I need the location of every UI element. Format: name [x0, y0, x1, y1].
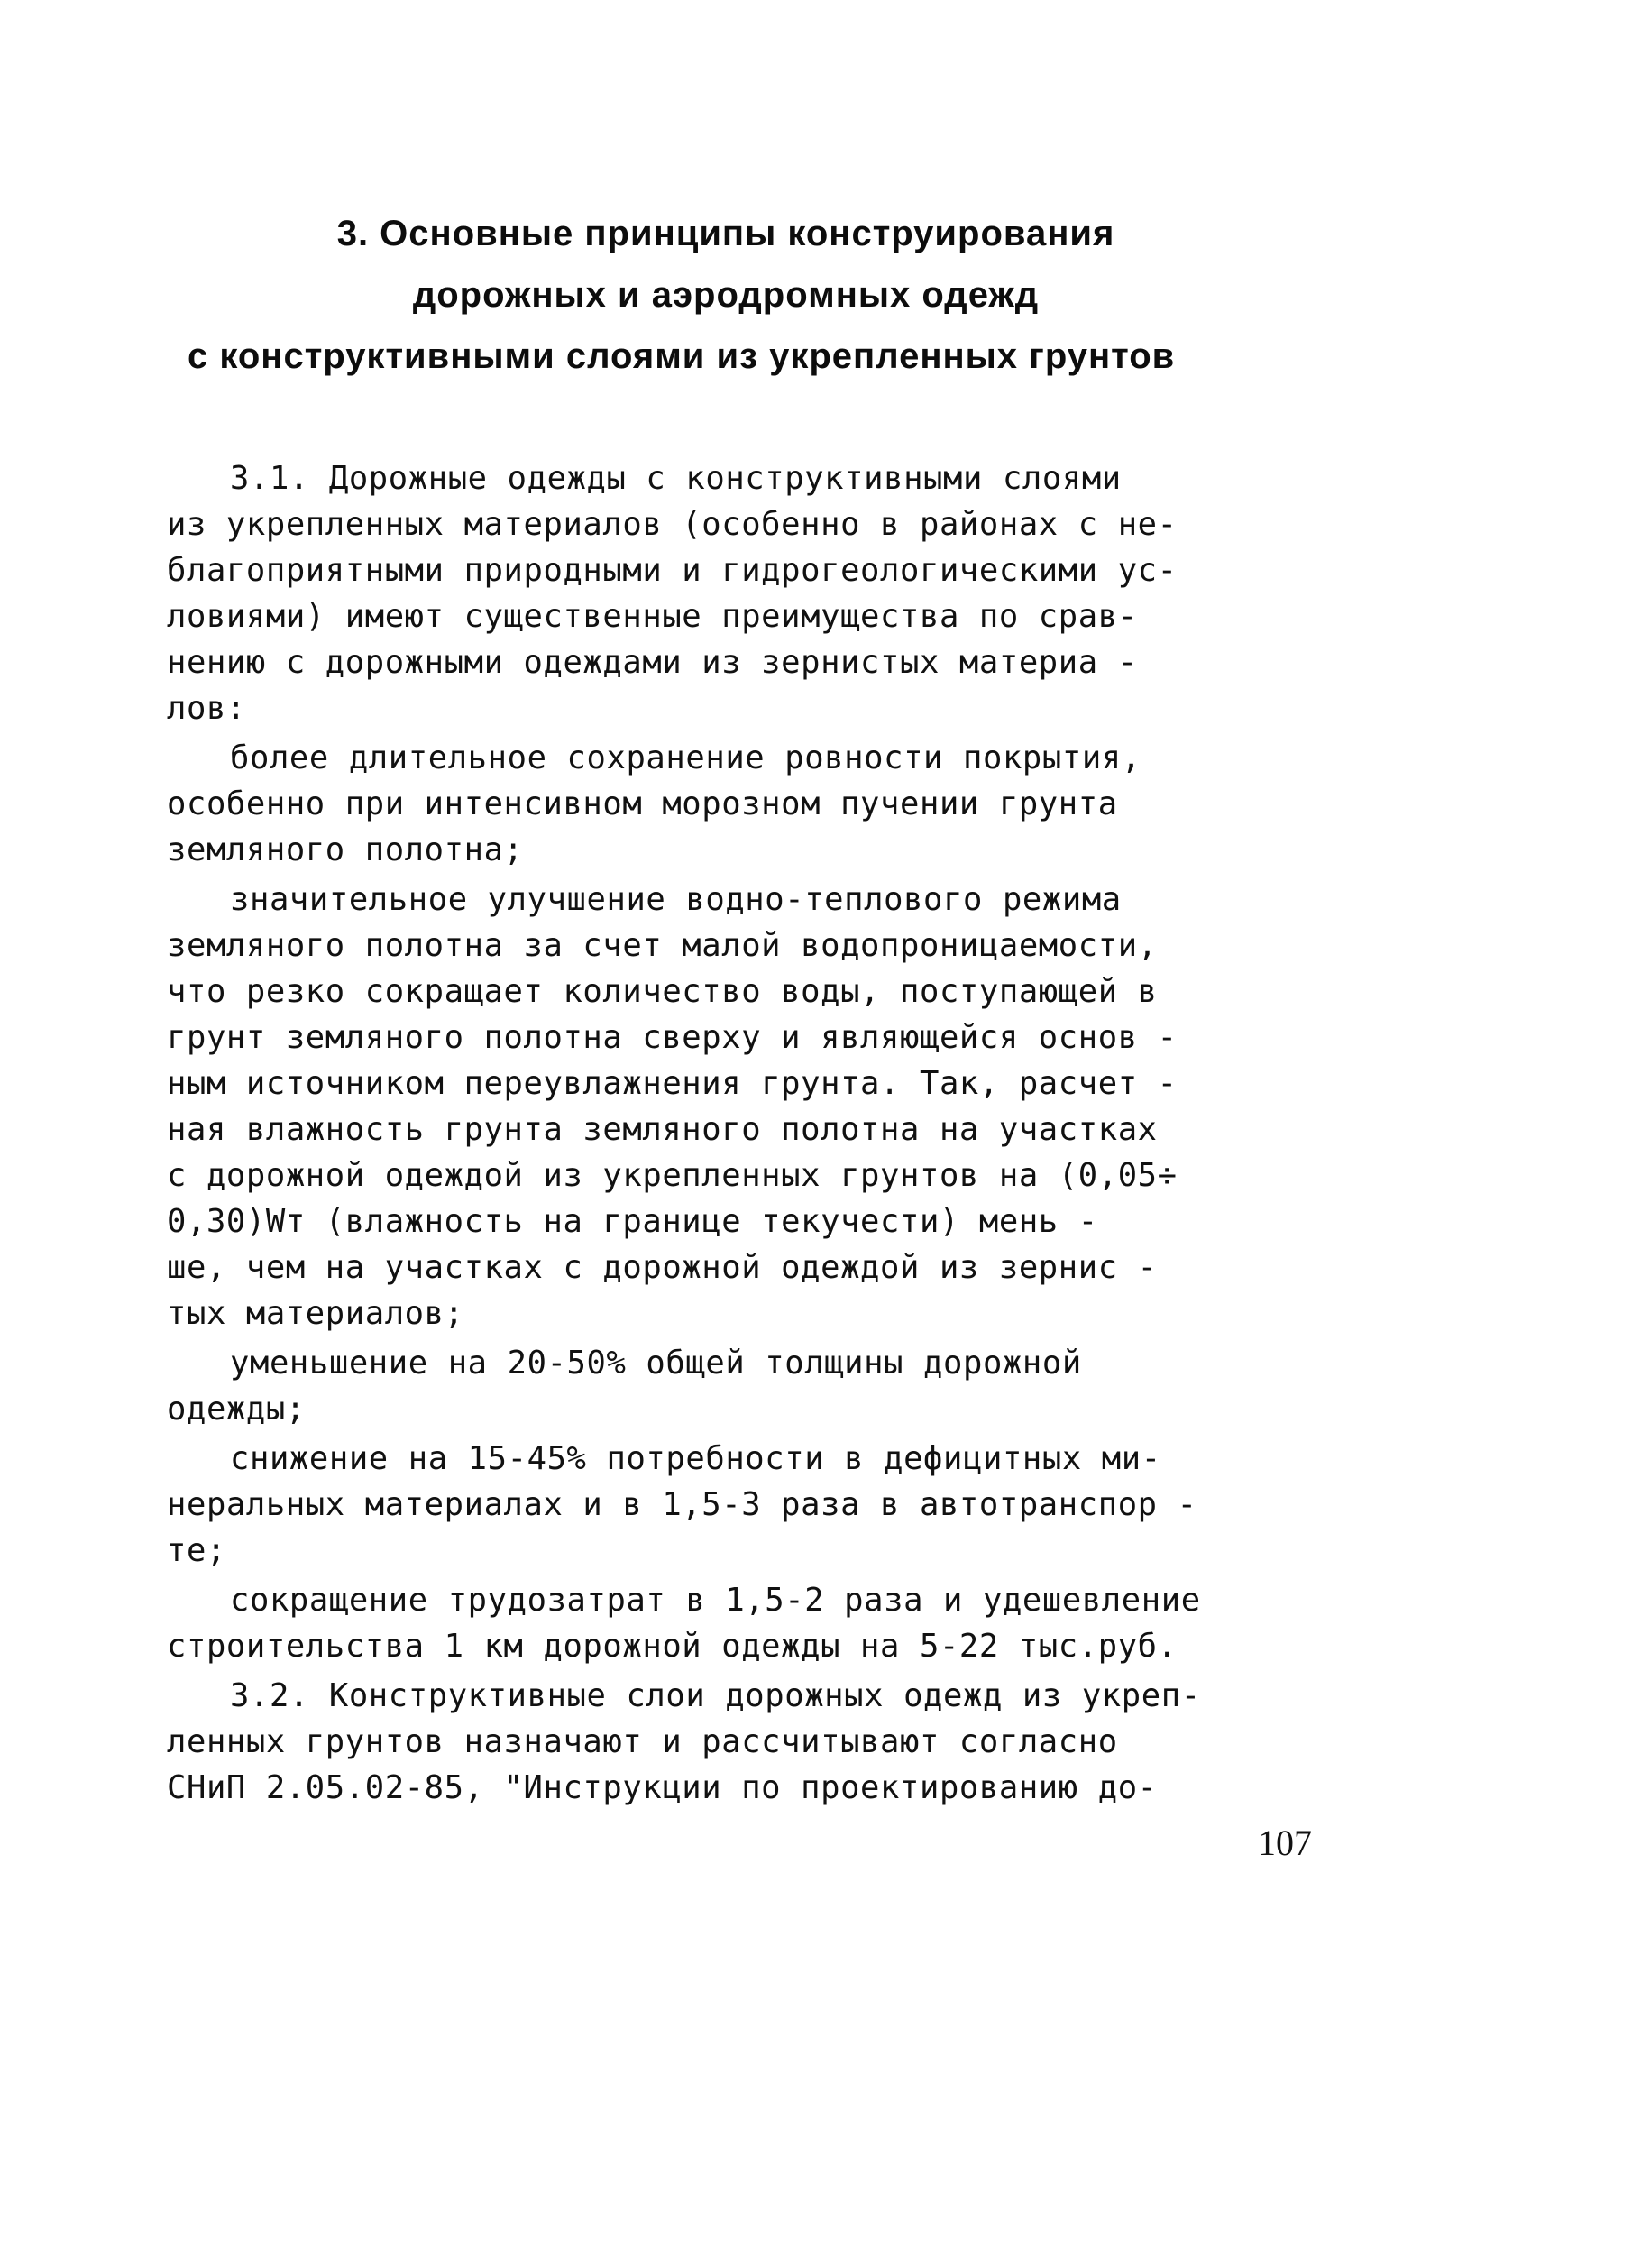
heading-line-3: с конструктивными слоями из укрепленных грунтов [188, 336, 1176, 376]
text-line: ным источником переувлажнения грунта. Так, расчет - [167, 1065, 1178, 1102]
text-line: нению с дорожными одеждами из зернистых материа - [167, 644, 1138, 681]
text-line: ше, чем на участках с дорожной одеждой из зернис - [167, 1249, 1158, 1286]
text-line: особенно при интенсивном морозном пучении грунта [167, 785, 1118, 822]
text-line: более длительное сохранение ровности покрытия, [230, 739, 1141, 776]
heading-line-1: 3. Основные принципы конструирования [336, 214, 1115, 253]
text-line: неральных материалах и в 1,5-3 раза в автотранспор - [167, 1486, 1197, 1523]
text-line: те; [167, 1532, 226, 1569]
text-line: земляного полотна за счет малой водопроницаемости, [167, 927, 1158, 964]
section-heading [135, 203, 1316, 387]
text-line: 3.1. Дорожные одежды с конструктивными слоями [230, 460, 1122, 497]
text-line: уменьшение на 20-50% общей толщины дорожной [230, 1345, 1082, 1382]
text-line: что резко сокращает количество воды, поступающей в [167, 973, 1158, 1010]
text-line: 0,30)Wт (влажность на границе текучести) мень - [167, 1203, 1098, 1240]
text-line: одежды; [167, 1391, 306, 1428]
text-line: строительства 1 км дорожной одежды на 5-22 тыс.руб. [167, 1628, 1178, 1665]
text-line: благоприятными природными и гидрогеологическими ус- [167, 552, 1178, 589]
text-line: снижение на 15-45% потребности в дефицитных ми- [230, 1440, 1161, 1477]
text-line: грунт земляного полотна сверху и являющейся основ - [167, 1019, 1178, 1056]
text-line: с дорожной одеждой из укрепленных грунтов на (0,05÷ [167, 1157, 1178, 1194]
text-line: ленных грунтов назначают и рассчитывают согласно [167, 1723, 1118, 1760]
page-number: 107 [1258, 1823, 1312, 1863]
heading-line-2: дорожных и аэродромных одежд [412, 275, 1040, 315]
body-text [167, 455, 1330, 1811]
text-line: 3.2. Конструктивные слои дорожных одежд из укреп- [230, 1677, 1201, 1714]
text-line: лов: [167, 690, 246, 727]
text-line: ная влажность грунта земляного полотна на участках [167, 1111, 1158, 1148]
text-line: земляного полотна; [167, 831, 524, 868]
text-line: СНиП 2.05.02-85, "Инструкции по проектированию до- [167, 1769, 1158, 1806]
text-line: тых материалов; [167, 1295, 464, 1332]
text-line: сокращение трудозатрат в 1,5-2 раза и удешевление [230, 1582, 1201, 1619]
text-line: из укрепленных материалов (особенно в районах с не- [167, 506, 1178, 543]
text-line: значительное улучшение водно-теплового режима [230, 881, 1122, 918]
text-line: ловиями) имеют существенные преимущества по срав- [167, 598, 1138, 635]
